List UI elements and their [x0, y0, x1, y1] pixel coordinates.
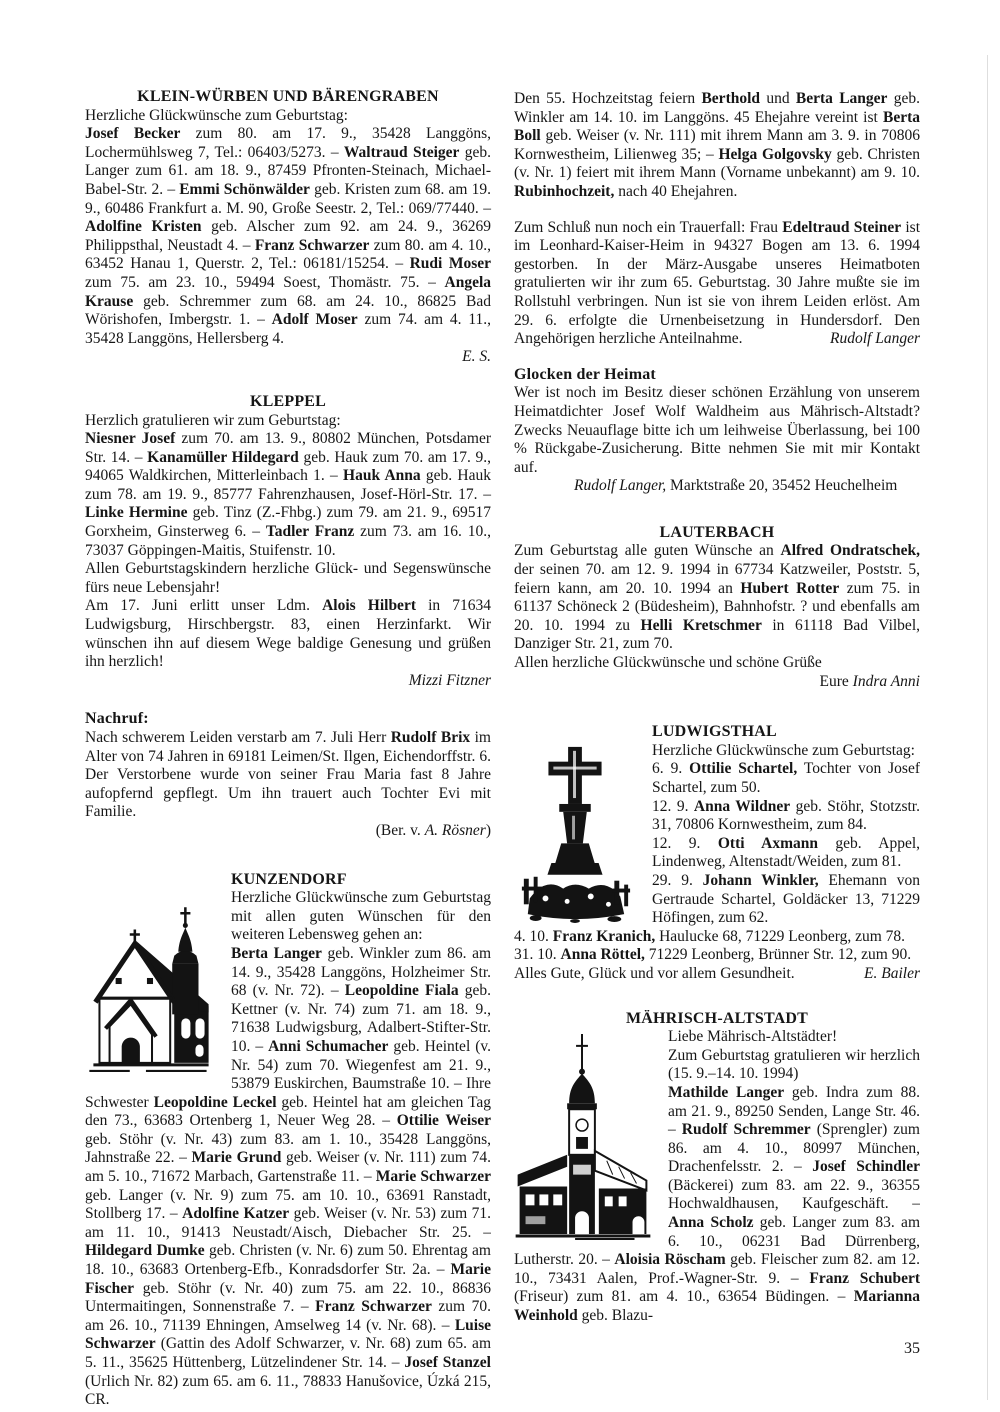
nachruf-body: Nach schwerem Leiden verstarb am 7. Juli Herr Rudolf Brix im Alter von 74 Jahren in 69181 Leimen/St. Ilgen, Eichendorffstr. 6. Der Verstorbene wurde von seiner Frau Maria fast 8 Jahre aufopfernd gepflegt. Um ihn trauert auch Tochter Evi mit Familie. — [85, 729, 491, 821]
lauterbach-birthday-list: Zum Geburtstag alle guten Wünsche an Alfred Ondratschek, der seinen 70. am 12. 9. 1994 in 67734 Katzweiler, Poststr. 5, feiern kann, am 20. 10. 1994 an Hubert Rotter zum 75. in 61137 Schöneck 2 (Büdesheim), Bahnhofstr. ? und ebenfalls am 20. 10. 1994 zu Helli Kretschmer in 61118 Bad Vilbel, Danziger Str. 21, zum 70. — [514, 542, 920, 653]
section-kunzendorf — [85, 871, 491, 1410]
section-heading-klein-wuerben: KLEIN-WÜRBEN UND BÄRENGRABEN — [137, 88, 439, 105]
lauterbach-signature: Eure Indra Anni — [819, 672, 920, 690]
lauterbach-wishes: Allen herzliche Glückwünsche und schöne Grüße — [514, 654, 822, 672]
left-column — [85, 88, 491, 1410]
kleppel-birthday-list: Niesner Josef zum 70. am 13. 9., 80802 München, Potsdamer Str. 14. – Kanamüller Hildegard geb. Hauk zum 70. am 17. 9., 94065 Waldkirchen, Mitterleinbach 1. – Hauk Anna geb. Hauk zum 78. am 19. 9., 85777 Fahrenzhausen, Josef-Hörl-Str. 17. – Linke Hermine geb. Tinz (Z.-Fhbg.) zum 79. am 21. 9., 69517 Gorxheim, Ginsterweg 6. – Tadler Franz zum 73. am 16. 10., 73037 Göppingen-Maitis, Stuifenstr. 10. — [85, 430, 492, 559]
ludwigsthal-entry: 29. 9. Johann Winkler, Ehemann von Gertraude Schartel, Goldäcker 13, 71229 Höfingen, zum 62. — [652, 871, 920, 927]
maehrisch-birthday-list: Mathilde Langer geb. Indra zum 88. am 21. 9., 89250 Senden, Lange Str. 46. – Rudolf Schremmer (Sprengler) zum 86. am 4. 10., 80997 München, Drachenfelsstr. 2. – Josef Schindler (Bäckerei) zum 83. am 22. 9., 36355 Hochwaldhausen, Kaufgeschäft. – Anna Scholz geb. Langer zum 83. am 6. 10., 06231 Bad Dürrenberg, Lutherstr. 20. – Aloisia Röscham geb. Fleischer zum 82. am 12. 10., 73431 Aalen, Prof.-Wagner-Str. 9. – Franz Schubert (Friseur) zum 81. am 4. 10., 63654 Büdingen. – Marianna Weinhold geb. Blazu- — [514, 1083, 920, 1325]
trauerfall-text: Zum Schluß nun noch ein Trauerfall: Frau Edeltraud Steiner ist im Leonhard-Kaiser-Heim in 94327 Bogen am 13. 6. 1994 gestorben. In der März-Ausgabe unseres Heimatboten gratulierten wir ihr zum 65. Geburtstag. 30 Jahre mußte sie im Rollstuhl verbringen. Nun ist sie von ihrem Leiden erlöst. Am 29. 6. erfolgte die Urnenbeisetzung in Hundersdorf. Den Angehörigen herzliche Anteilnahme. Rudolf Langer — [514, 218, 920, 348]
kunzendorf-birthday-list: Berta Langer geb. Winkler zum 86. am 14. 9., 35428 Langgöns, Holzheimer Str. 68 (v. Nr. 72). – Leopoldine Fiala geb. Kettner (v. Nr. 74) zum 71. am 18. 9., 71638 Ludwigsburg, Adalbert-Stifter-Str. 10. – Anni Schumacher geb. Heintel (v. Nr. 54) zum 70. Wiegenfest am 21. 9., 53879 Euskirchen, Baumstraße 10. – Ihre Schwester Leopoldine Leckel geb. Heintel hat am gleichen Tag den 73., 63683 Ortenberg 1, Neuer Weg 28. – Ottilie Weiser geb. Stöhr (v. Nr. 43) zum 83. am 1. 10., 35428 Langgöns, Jahnstraße 22. – Marie Grund geb. Weiser (v. Nr. 111) zum 74. am 5. 10., 71672 Marbach, Gartenstraße 11. – Marie Schwarzer geb. Langer (v. Nr. 9) zum 75. am 10. 10., 63691 Ranstadt, Stollberg 17. – Adolfine Katzer geb. Weiser (v. Nr. 53) zum 71. am 11. 10., 91413 Neustadt/Aisch, Diebacher Str. 25. – Hildegard Dumke geb. Christen (v. Nr. 6) zum 50. Ehrentag am 18. 10., 63683 Ortenberg-Efb., Konradsdorfer Str. 2a. – Marie Fischer geb. Stöhr (v. Nr. 40) zum 75. am 22. 10., 86836 Untermaitingen, Sonnenstraße 7. – Franz Schwarzer zum 70. am 26. 10., 71139 Ehningen, Amselweg 14 (v. Nr. 68). – Luise Schwarzer (Gattin des Adolf Schwarzer, v. Nr. 68) zum 65. am 5. 11., 35625 Hüttenberg, Lützelindener Str. 14. – Josef Stanzel (Urlich Nr. 82) zum 65. am 6. 11., 78833 Hanušovice, Úzká 215, CR. — [85, 944, 491, 1409]
kunzendorf-church-illustration — [85, 885, 217, 1077]
glocken-body: Wer ist noch im Besitz dieser schönen Erzählung von unserem Heimatdichter Josef Wolf Waldheim aus Mährisch-Altstadt? Zwecks Neuauflage bitte ich um leihweise Überlassung, bei 100 % Rückgabe-Zusicherung. Bitte nehmen Sie mit mir Kontakt auf. — [514, 384, 920, 476]
ludwigsthal-entry: 12. 9. Otti Axmann geb. Appel, Lindenweg, Altenstadt/Weiden, zum 81. — [652, 834, 920, 871]
section-heading-maehrisch-altstadt: MÄHRISCH-ALTSTADT — [625, 1009, 809, 1027]
ludwigsthal-entry: 4. 10. Franz Kranich, Haulucke 68, 71229 Leonberg, zum 78. — [514, 927, 906, 945]
kleppel-hilbert-note: Am 17. Juni erlitt unser Ldm. Alois Hilbert in 71634 Ludwigsburg, Hirschbergstr. 83, einen Herzinfarkt. Wir wünschen ihn auf diesem Wege baldige Genesung und grüßen ihn herzlich! — [85, 597, 491, 671]
maehrisch-altstadt-townhall-illustration — [514, 1030, 652, 1240]
klein-wuerben-signature: E. S. — [462, 348, 491, 366]
section-heading-ludwigsthal: LUDWIGSTHAL — [652, 723, 777, 741]
glocken-contact: Rudolf Langer, Marktstraße 20, 35452 Heuchelheim — [574, 477, 898, 495]
section-heading-kunzendorf: KUNZENDORF — [231, 870, 347, 888]
section-glocken — [514, 366, 920, 496]
nachruf-signature: (Ber. v. A. Rösner) — [375, 821, 491, 839]
ludwigsthal-entry: 12. 9. Anna Wildner geb. Stöhr, Stotzstr. 31, 70806 Kornwestheim, zum 84. — [652, 797, 920, 834]
kleppel-intro: Herzlich gratulieren wir zum Geburtstag: — [85, 411, 341, 429]
ludwigsthal-closing: Alles Gute, Glück und vor allem Gesundheit. E. Bailer — [514, 964, 920, 982]
section-heading-kleppel: KLEPPEL — [249, 392, 327, 410]
section-ludwigsthal — [514, 723, 920, 983]
scan-artifact-line — [987, 55, 988, 1400]
section-kleppel — [85, 393, 491, 691]
ludwigsthal-intro: Herzliche Glückwünsche zum Geburtstag: — [652, 741, 915, 759]
glocken-heading: Glocken der Heimat — [514, 365, 656, 383]
right-column — [514, 90, 920, 1326]
nachruf-heading: Nachruf: — [85, 710, 149, 728]
anniversaries-text: Den 55. Hochzeitstag feiern Berthold und Berta Langer geb. Winkler am 14. 10. im Langgöns. 45 Ehejahre vereint ist Berta Boll geb. Weiser (v. Nr. 111) mit ihrem Mann am 3. 9. in 70806 Kornwestheim, Lilienweg 35; – Helga Golgovsky geb. Christen (v. Nr. 1) feiert mit ihrem Mann (Vorname unbekannt) am 9. 10. Rubinhochzeit, nach 40 Ehejahren. — [514, 90, 921, 200]
klein-wuerben-birthday-list: Josef Becker zum 80. am 17. 9., 35428 Langgöns, Lochermühlsweg 7, Tel.: 06403/5273. – Waltraud Steiger geb. Langer zum 61. am 18. 9., 87459 Pfronten-Steinach, Michael-Babel-Str. 2. – Emmi Schönwälder geb. Kristen zum 68. am 19. 9., 60486 Frankfurt a. M. 90, Große Seestr. 2, Tel.: 069/77440. – Adolfine Kristen geb. Alscher zum 92. am 24. 9., 36269 Philippsthal, Neustadt 4. – Franz Schwarzer zum 80. am 4. 10., 63452 Hanau 1, Querstr. 2, Tel.: 06181/15254. – Rudi Moser zum 75. am 23. 10., 59494 Soest, Thomästr. 75. – Angela Krause geb. Schremmer zum 68. am 24. 10., 86825 Bad Wörishofen, Imbergstr. 1. – Adolf Moser zum 74. am 4. 11., 35428 Langgöns, Hellersberg 4. — [85, 125, 492, 347]
page-number: 35 — [904, 1340, 920, 1357]
ludwigsthal-memorial-illustration — [514, 741, 636, 923]
maehrisch-intro: Zum Geburtstag gratulieren wir herzlich (15. 9.–14. 10. 1994) — [668, 1046, 920, 1083]
ludwigsthal-entry: 6. 9. Ottilie Schartel, Tochter von Josef Schartel, zum 50. — [652, 760, 920, 796]
section-nachruf — [85, 710, 491, 840]
klein-wuerben-intro: Herzliche Glückwünsche zum Geburtstag: — [85, 106, 348, 124]
maehrisch-salute: Liebe Mährisch-Altstädter! — [668, 1028, 838, 1046]
section-anniversaries — [514, 90, 920, 202]
section-klein-wuerben — [85, 88, 491, 367]
kunzendorf-intro: Herzliche Glückwünsche zum Geburtstag mit allen guten Wünschen für den weiteren Lebensweg gehen an: — [231, 889, 491, 944]
kleppel-signature: Mizzi Fitzner — [408, 671, 491, 689]
kleppel-wishes: Allen Geburtstagskindern herzliche Glück- und Segenswünsche fürs neue Lebensjahr! — [85, 560, 491, 596]
ludwigsthal-entry: 31. 10. Anna Röttel, 71229 Leonberg, Brünner Str. 12, zum 90. — [514, 946, 912, 964]
section-lauterbach — [514, 524, 920, 691]
section-heading-lauterbach: LAUTERBACH — [659, 523, 775, 541]
section-trauerfall — [514, 219, 920, 349]
section-maehrisch-altstadt — [514, 1010, 920, 1326]
